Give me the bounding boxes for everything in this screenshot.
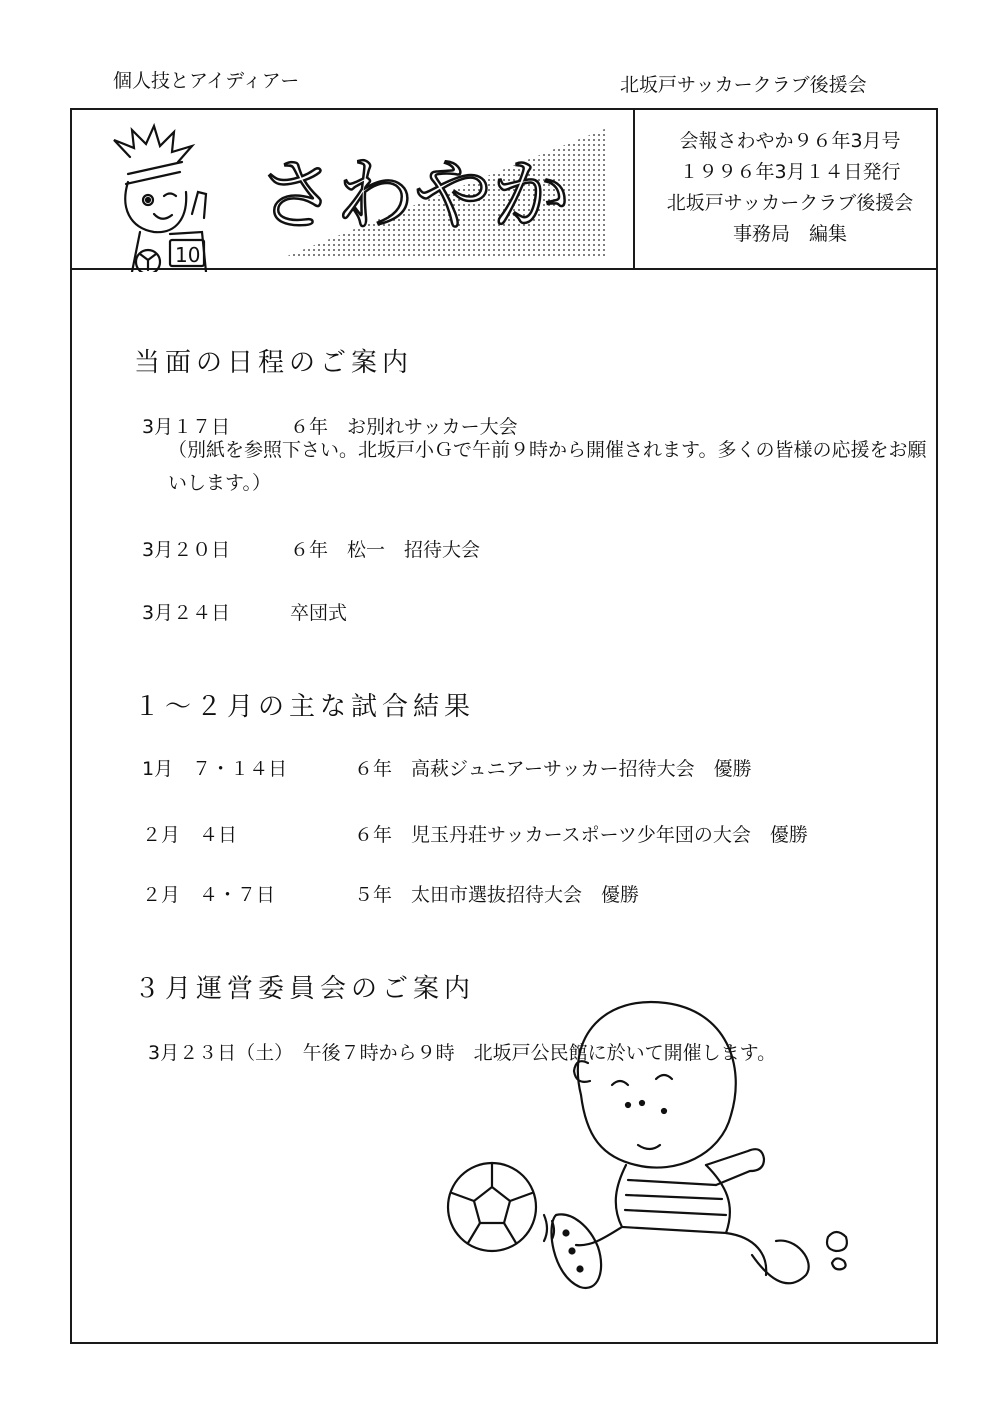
issue-info: [650, 126, 930, 250]
schedule-heading: 当面の日程のご案内: [134, 348, 414, 378]
svg-text:10: 10: [175, 243, 201, 267]
result-item-2-date: ２月 ４日: [142, 824, 238, 846]
schedule-item-2-text: ６年 松一 招待大会: [290, 539, 481, 561]
masthead-title-art: [252, 118, 612, 264]
schedule-note: （別紙を参照下さい。北坂戸小Ｇで午前９時から開催されます。多くの皆様の応援をお願いします。）: [168, 439, 927, 494]
schedule-item-1-date: 3月１７日: [142, 416, 231, 438]
result-item-1-date: 1月 ７・１４日: [142, 758, 288, 780]
schedule-item-2-date: 3月２０日: [142, 539, 231, 561]
result-item-2-text: ６年 児玉丹荘サッカースポーツ少年団の大会 優勝: [354, 824, 808, 846]
meeting-text: 3月２３日（土） 午後７時から９時 北坂戸公民館に於いて開催します。: [148, 1042, 777, 1064]
header-right-text: 北坂戸サッカークラブ後援会: [620, 74, 867, 96]
boy-mascot-illustration: [100, 122, 260, 272]
issue-line-3: 北坂戸サッカークラブ後援会: [666, 192, 914, 214]
header-left-text: 個人技とアイディアー: [113, 70, 300, 92]
schedule-item-3-date: 3月２４日: [142, 602, 231, 624]
meeting-heading: ３月運営委員会のご案内: [134, 974, 476, 1004]
schedule-item-1-text: ６年 お別れサッカー大会: [290, 416, 518, 438]
schedule-item-3-text: 卒団式: [290, 602, 348, 624]
masthead-vertical-divider: [633, 110, 635, 268]
issue-line-1: 会報さわやか９６年3月号: [679, 130, 901, 152]
result-item-3-text: ５年 太田市選抜招待大会 優勝: [354, 884, 640, 906]
result-item-1-text: ６年 高萩ジュニアーサッカー招待大会 優勝: [354, 758, 752, 780]
results-heading: １～２月の主な試合結果: [134, 692, 476, 722]
child-kicking-ball-illustration: [376, 975, 876, 1315]
issue-line-4: 事務局 編集: [732, 223, 847, 245]
result-item-3-date: ２月 ４・７日: [142, 884, 276, 906]
masthead-title: さわやか: [258, 151, 571, 241]
issue-line-2: １９９６年3月１４日発行: [679, 161, 901, 183]
